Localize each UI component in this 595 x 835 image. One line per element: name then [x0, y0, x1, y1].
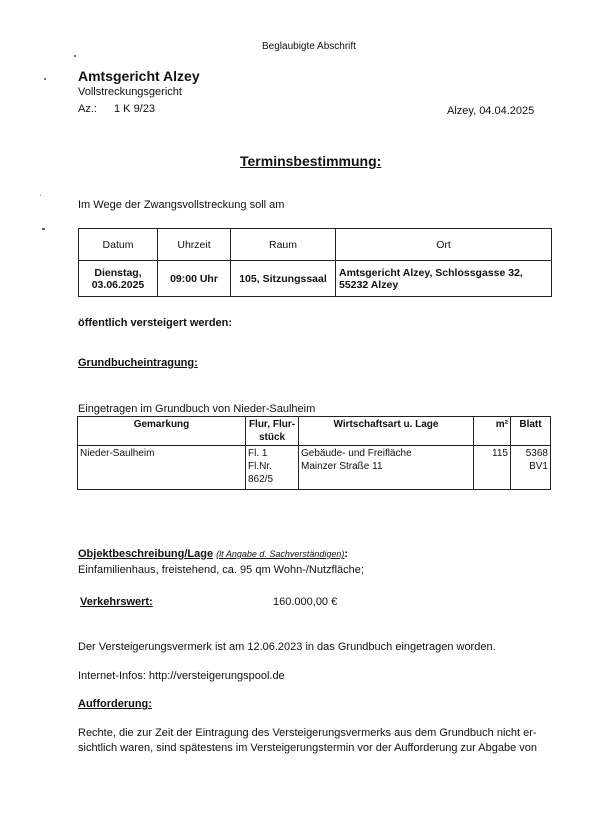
intro-text: Im Wege der Zwangsvollstreckung soll am — [78, 199, 285, 211]
appointment-time: 09:00 Uhr — [158, 261, 231, 297]
place-date: Alzey, 04.04.2025 — [447, 105, 535, 117]
land-register-table — [77, 416, 551, 490]
request-line2: sichtlich waren, sind spätestens im Versteigerungstermin vor der Aufforderung zur Abgabe von — [78, 742, 537, 754]
col-flur-line1: Flur, Flur- — [248, 419, 296, 430]
col-uhrzeit: Uhrzeit — [158, 229, 231, 261]
object-heading-colon: : — [344, 548, 349, 560]
object-heading-note: (lt Angabe d. Sachverständigen) — [216, 549, 345, 559]
scan-speck — [40, 195, 41, 196]
appointment-table — [78, 228, 552, 297]
auction-text: öffentlich versteigert werden: — [78, 317, 233, 329]
row-flur-line2: Fl.Nr. — [248, 461, 272, 472]
appointment-room: 105, Sitzungssaal — [231, 261, 336, 297]
col-datum: Datum — [79, 229, 158, 261]
appointment-date-weekday: Dienstag, — [94, 266, 142, 279]
file-reference-label: Az.: — [78, 103, 97, 115]
appointment-place-line2: 55232 Alzey — [339, 278, 399, 291]
request-heading: Aufforderung: — [78, 698, 152, 710]
land-register-header-row — [78, 417, 551, 446]
court-name: Amtsgericht Alzey — [78, 68, 200, 84]
scan-speck — [42, 228, 45, 230]
col-gemarkung: Gemarkung — [78, 417, 246, 446]
col-blatt: Blatt — [511, 417, 551, 446]
register-note: Der Versteigerungsvermerk ist am 12.06.2023 in das Grundbuch eingetragen worden. — [78, 641, 496, 653]
col-raum: Raum — [231, 229, 336, 261]
row-blatt-line2: BV1 — [529, 461, 548, 472]
object-heading-line — [78, 548, 348, 560]
col-ort: Ort — [336, 229, 552, 261]
row-wirtschaftsart-line1: Gebäude- und Freifläche — [301, 448, 412, 459]
document-title: Terminsbestimmung: — [240, 153, 382, 169]
row-gemarkung: Nieder-Saulheim — [78, 446, 246, 490]
market-value: 160.000,00 € — [273, 596, 338, 608]
row-wirtschaftsart-line2: Mainzer Straße 11 — [301, 461, 383, 472]
land-register-row — [78, 446, 551, 490]
object-heading: Objektbeschreibung/Lage — [78, 548, 214, 560]
appointment-place-line1: Amtsgericht Alzey, Schlossgasse 32, — [339, 266, 523, 279]
row-flur-line1: Fl. 1 — [248, 448, 268, 459]
row-flur-line3: 862/5 — [248, 474, 274, 485]
land-register-intro: Eingetragen im Grundbuch von Nieder-Saulheim — [78, 403, 316, 415]
col-flur-line2: stück — [258, 432, 286, 443]
scan-speck — [74, 55, 76, 57]
row-blatt-line1: 5368 — [525, 448, 548, 459]
scan-speck — [44, 78, 46, 80]
col-wirtschaftsart: Wirtschaftsart u. Lage — [299, 417, 474, 446]
object-description: Einfamilienhaus, freistehend, ca. 95 qm Wohn-/Nutzfläche; — [78, 564, 364, 576]
file-reference: 1 K 9/23 — [114, 103, 155, 115]
col-qm: m² — [474, 417, 511, 446]
request-line1: Rechte, die zur Zeit der Eintragung des Versteigerungsvermerks aus dem Grundbuch nicht er- — [78, 727, 537, 739]
land-register-heading: Grundbucheintragung: — [78, 357, 198, 369]
row-blatt — [511, 446, 551, 490]
appointment-date-value: 03.06.2025 — [91, 278, 145, 291]
row-qm: 115 — [474, 446, 511, 490]
internet-info: Internet-Infos: http://versteigerungspool.de — [78, 670, 285, 682]
certified-copy-label: Beglaubigte Abschrift — [262, 41, 356, 52]
row-flur — [246, 446, 299, 490]
col-flur — [246, 417, 299, 446]
appointment-place — [336, 261, 552, 297]
market-value-label: Verkehrswert: — [80, 596, 153, 608]
appointment-row — [79, 261, 552, 297]
appointment-date — [79, 261, 158, 297]
appointment-header-row — [79, 229, 552, 261]
row-wirtschaftsart — [299, 446, 474, 490]
court-department: Vollstreckungsgericht — [78, 86, 182, 98]
